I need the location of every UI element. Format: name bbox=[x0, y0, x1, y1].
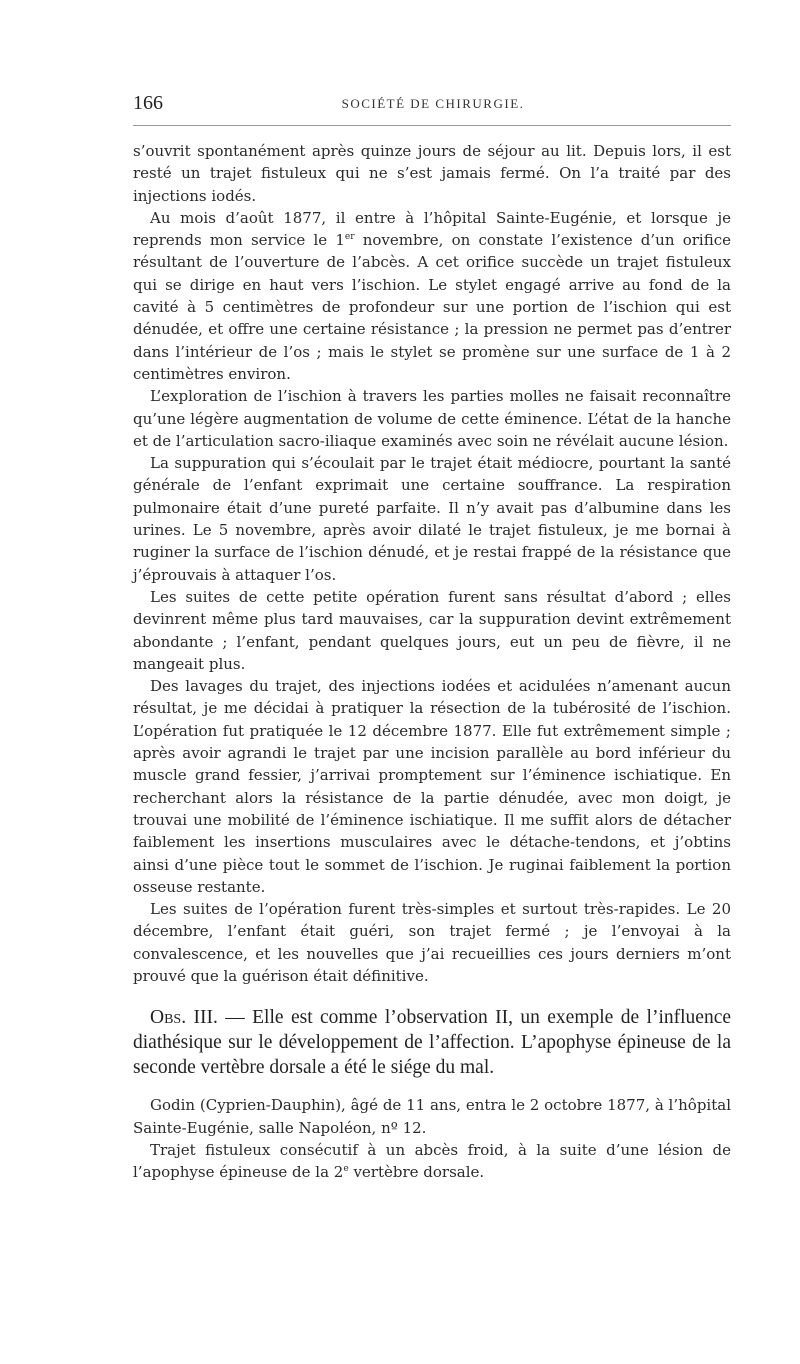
paragraph: L’exploration de l’ischion à travers les parties molles ne faisait reconnaître qu’une légère augmentation de volume de cette éminence. L’état de la hanche et de l’articulation sacro-iliaque examinés avec soin ne révélait aucune lésion. bbox=[133, 387, 731, 450]
paragraph: Les suites de l’opération furent très-simples et surtout très-rapides. Le 20 décembre, l’enfant était guéri, son trajet fermé ; je l’envoyai à la convalescence, et les nouvelles que j’ai recueillies ces jours derniers m’ont prouvé que la guérison était définitive. bbox=[133, 900, 731, 985]
paragraph: La suppuration qui s’écoulait par le trajet était médiocre, pourtant la santé générale de l’enfant exprimait une certaine souffrance. La respiration pulmonaire était d’une pureté parfaite. Il n’y avait pas d’albumine dans les urines. Le 5 novembre, après avoir dilaté le trajet fistuleux, je me bornai à ruginer la surface de l’ischion dénudé, et je restai frappé de la résistance que j’éprouvais à attaquer l’os. bbox=[133, 454, 731, 584]
case-paragraph: Trajet fistuleux consécutif à un abcès froid, à la suite d’une lésion de l’apophyse épineuse de la 2e vertèbre dorsale. bbox=[133, 1140, 731, 1182]
body-text bbox=[133, 140, 731, 1183]
page-header bbox=[133, 92, 733, 118]
header-rule bbox=[133, 125, 731, 126]
paragraph: Des lavages du trajet, des injections iodées et acidulées n’amenant aucun résultat, je me décidai à pratiquer la résection de la tubérosité de l’ischion. L’opération fut pratiquée le 12 décembre 1877. Elle fut extrêmement simple ; après avoir agrandi le trajet par une incision parallèle au bord inférieur du muscle grand fessier, j’arrivai promptement sur l’éminence ischiatique. En recherchant alors la résistance de la partie dénudée, avec mon doigt, je trouvai une mobilité de l’éminence ischiatique. Il me suffit alors de détacher faiblement les insertions musculaires avec le détache-tendons, et j’obtins ainsi d’une pièce tout le sommet de l’ischion. Je ruginai faiblement la portion osseuse restante. bbox=[133, 677, 731, 896]
paragraph: Au mois d’août 1877, il entre à l’hôpital Sainte-Eugénie, et lorsque je reprends mon service le 1er novembre, on constate l’existence d’un orifice résultant de l’ouverture de l’abcès. A cet orifice succède un trajet fistuleux qui se dirige en haut vers l’ischion. Le stylet engagé arrive au fond de la cavité à 5 centimètres de profondeur sur une portion de l’ischion qui est dénudée, et offre une certaine résistance ; la pression ne permet pas d’entrer dans l’intérieur de l’os ; mais le stylet se promène sur une surface de 1 à 2 centimètres environ. bbox=[133, 208, 731, 383]
observation-text: — Elle est comme l’observation II, un exemple de l’influence diathésique sur le développement de l’affection. L’apophyse épineuse de la seconde vertèbre dorsale a été le siége du mal. bbox=[133, 1007, 731, 1079]
case-paragraph: Godin (Cyprien-Dauphin), âgé de 11 ans, entra le 2 octobre 1877, à l’hôpital Sainte-Eugénie, salle Napoléon, nº 12. bbox=[133, 1096, 731, 1137]
observation-heading bbox=[133, 1005, 731, 1080]
paragraph: s’ouvrit spontanément après quinze jours de séjour au lit. Depuis lors, il est resté un trajet fistuleux qui ne s’est jamais fermé. On l’a traité par des injections iodés. bbox=[133, 142, 731, 205]
running-title: SOCIÉTÉ DE CHIRURGIE. bbox=[341, 96, 525, 111]
observation-label: Obs. III. bbox=[150, 1007, 218, 1029]
paragraph: Les suites de cette petite opération furent sans résultat d’abord ; elles devinrent même plus tard mauvaises, car la suppuration devint extrêmement abondante ; l’enfant, pendant quelques jours, eut un peu de fièvre, il ne mangeait plus. bbox=[133, 587, 731, 673]
page-number: 166 bbox=[133, 92, 163, 114]
